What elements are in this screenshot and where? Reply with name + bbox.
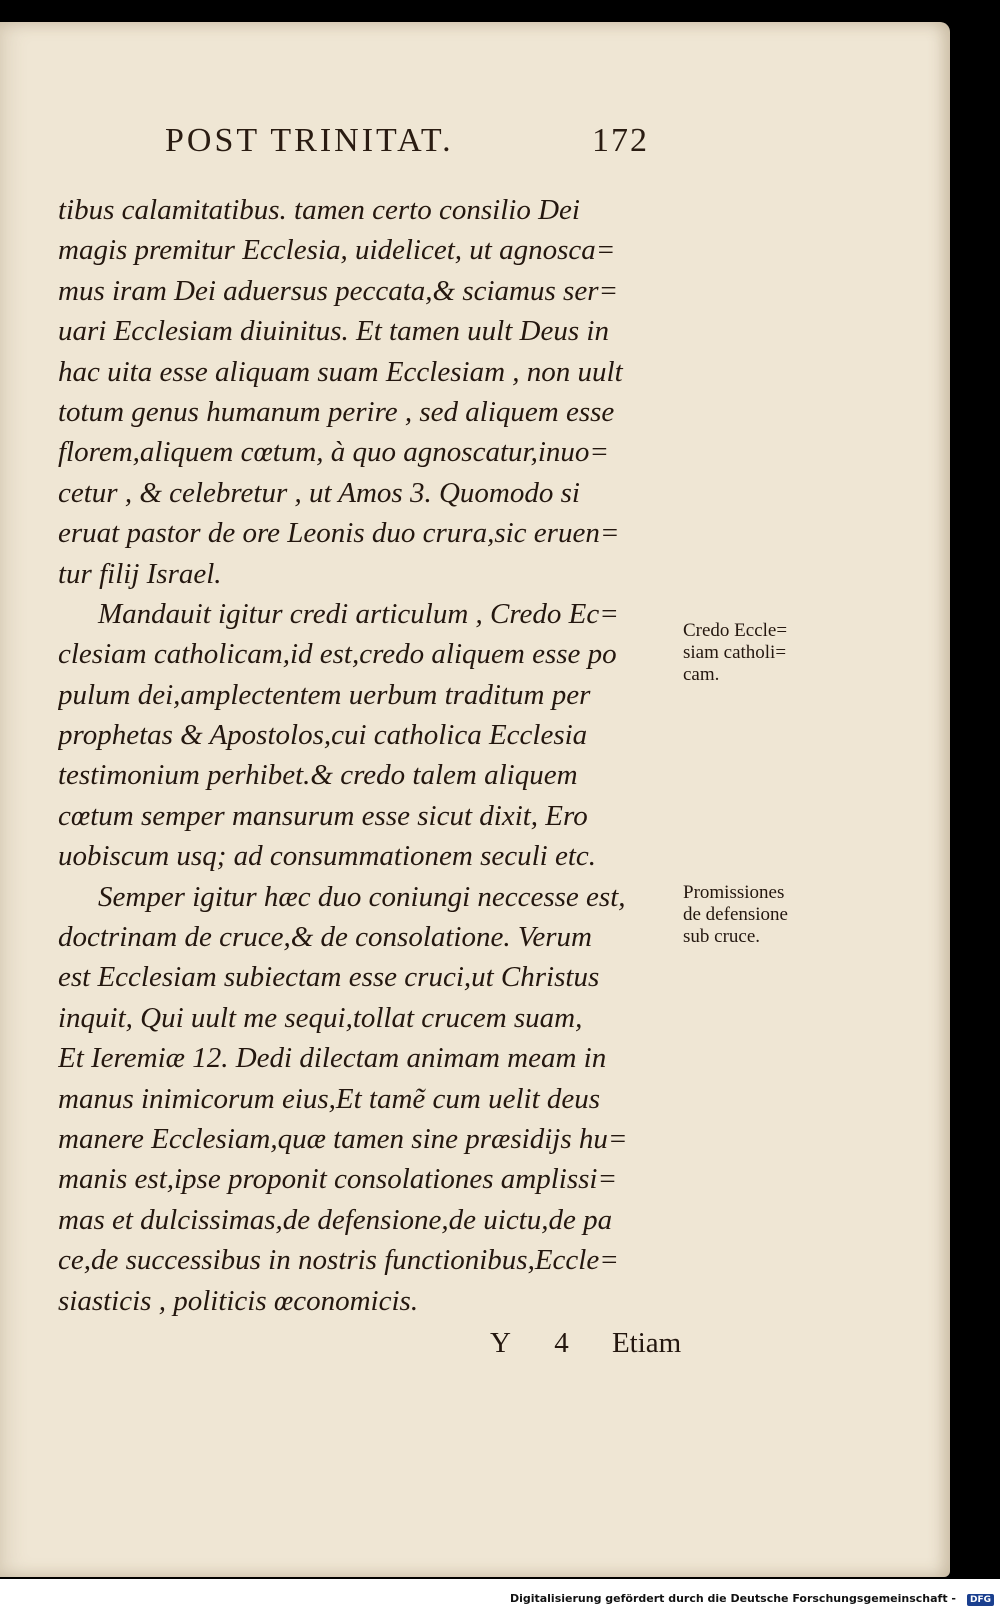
margin-note-line: Credo Eccle= [683, 620, 788, 641]
text-line: florem,aliquem cœtum, à quo agnoscatur,inuo= [58, 436, 609, 469]
text-line: siasticis , politicis œconomicis. [58, 1284, 419, 1317]
text-line: mus iram Dei aduersus peccata,& sciamus ser= [58, 274, 619, 307]
text-line: manus inimicorum eius,Et tamẽ cum uelit deus [58, 1082, 601, 1115]
text-line: testimonium perhibet.& credo talem aliquem [58, 759, 578, 792]
text-line: inquit, Qui uult me sequi,tollat crucem suam, [58, 1001, 583, 1034]
text-line: uobiscum usq; ad consummationem seculi etc. [58, 840, 597, 873]
text-line: doctrinam de cruce,& de consolatione. Verum [58, 921, 592, 954]
text-line: magis premitur Ecclesia, uidelicet, ut agnosca= [58, 234, 616, 267]
text-line: manere Ecclesiam,quæ tamen sine præsidijs hu= [58, 1122, 628, 1155]
text-line: Et Ieremiæ 12. Dedi dilectam animam meam in [58, 1042, 607, 1075]
margin-note-credo [683, 620, 787, 686]
text-line: pulum dei,amplectentem uerbum traditum per [58, 678, 591, 711]
text-line: mas et dulcissimas,de defensione,de uictu,de pa [58, 1203, 613, 1236]
main-text-block [58, 190, 688, 1321]
text-line: cetur , & celebretur , ut Amos 3. Quomodo si [58, 476, 580, 509]
margin-note-line: de defensione [683, 904, 788, 925]
signature-catchword-line [490, 1327, 717, 1360]
page-number: 172 [592, 122, 649, 159]
text-line: ce,de successibus in nostris functionibus,Eccle= [58, 1244, 619, 1277]
text-line: prophetas & Apostolos,cui catholica Ecclesia [58, 719, 588, 752]
text-line: uari Ecclesiam diuinitus. Et tamen uult Deus in [58, 315, 609, 348]
book-page [0, 22, 950, 1577]
dfg-logo: DFG [967, 1594, 994, 1606]
digitization-footer [0, 1579, 1000, 1615]
margin-note-line: sub cruce. [683, 926, 761, 947]
text-line: manis est,ipse proponit consolationes amplissi= [58, 1163, 618, 1196]
text-line: cœtum semper mansurum esse sicut dixit, Ero [58, 799, 588, 832]
catchword: Etiam [611, 1327, 682, 1359]
signature-letter: Y [490, 1327, 511, 1359]
text-line: Semper igitur hæc duo coniungi neccesse est, [98, 880, 626, 913]
text-line: clesiam catholicam,id est,credo aliquem esse po [58, 638, 617, 671]
running-head: POST TRINITAT. [165, 122, 454, 159]
margin-note-line: cam. [683, 664, 720, 685]
text-line: tur filij Israel. [58, 557, 222, 590]
margin-note-promissiones [683, 882, 788, 948]
margin-note-line: siam catholi= [683, 642, 787, 663]
text-line: Mandauit igitur credi articulum , Credo Ec= [98, 597, 619, 630]
margin-note-line: Promissiones [683, 882, 785, 903]
text-line: tibus calamitatibus. tamen certo consilio Dei [58, 194, 580, 226]
digitization-credit: Digitalisierung gefördert durch die Deutsche Forschungsgemeinschaft - [509, 1592, 956, 1605]
text-line: est Ecclesiam subiectam esse cruci,ut Christus [58, 961, 600, 994]
text-line: eruat pastor de ore Leonis duo crura,sic eruen= [58, 517, 620, 550]
signature-number: 4 [554, 1327, 569, 1359]
text-line: hac uita esse aliquam suam Ecclesiam , non uult [58, 355, 623, 388]
text-line: totum genus humanum perire , sed aliquem esse [58, 395, 615, 428]
